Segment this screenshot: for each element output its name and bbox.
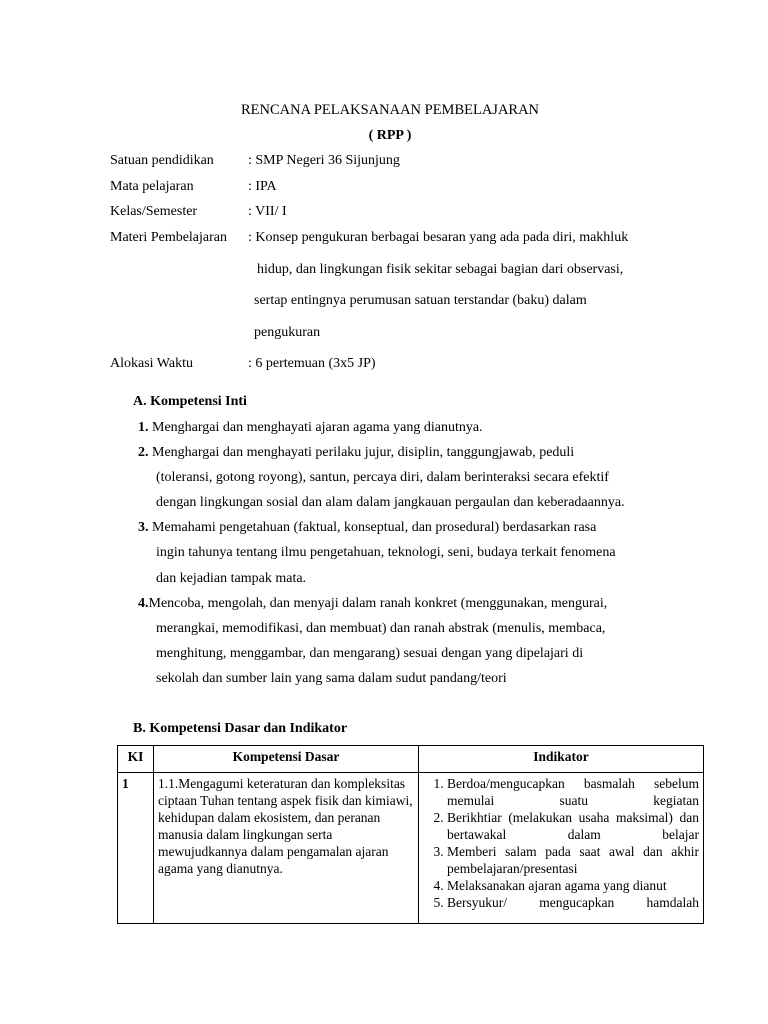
identity-label: Satuan pendidikan <box>110 153 214 168</box>
table-header-row <box>118 746 704 773</box>
identity-value: : IPA <box>248 179 277 194</box>
indikator-item: 5. Bersyukur/ mengucapkan hamdalah <box>447 894 699 911</box>
indikator-cell <box>419 773 704 924</box>
section-a-heading: A. Kompetensi Inti <box>133 394 247 409</box>
item-number: 3. <box>138 520 149 535</box>
item-text: dan kejadian tampak mata. <box>156 571 307 586</box>
list-item <box>138 420 483 436</box>
indikator-item: 3. Memberi salam pada saat awal dan akhir pembelajaran/presentasi <box>447 843 699 877</box>
materi-continuation: pengukuran <box>254 325 321 340</box>
kompetensi-dasar-cell: 1.1.Mengagumi keteraturan dan kompleksitas ciptaan Tuhan tentang aspek fisik dan kimiawi, kehidupan dalam ekosistem, dan peranan manusia dalam lingkungan serta mewujudkannya dalam pengamalan ajaran agama yang dianutnya. <box>154 773 419 924</box>
item-text: merangkai, memodifikasi, dan membuat) dan ranah abstrak (menulis, membaca, <box>156 621 606 636</box>
item-text: dengan lingkungan sosial dan alam dalam jangkauan pergaulan dan keberadaannya. <box>156 495 625 510</box>
item-text: Mencoba, mengolah, dan menyaji dalam ranah konkret (menggunakan, mengurai, <box>148 596 608 611</box>
indikator-item: 2. Berikhtiar (melakukan usaha maksimal) dan bertawakal dalam belajar <box>447 809 699 843</box>
identity-value: : SMP Negeri 36 Sijunjung <box>248 153 400 168</box>
identity-value: : Konsep pengukuran berbagai besaran yang ada pada diri, makhluk <box>248 230 629 245</box>
list-item <box>138 520 596 536</box>
document-subtitle: ( RPP ) <box>368 128 412 143</box>
list-item <box>138 596 607 612</box>
indikator-list <box>423 775 699 911</box>
table-header-ki: KI <box>118 746 154 773</box>
indikator-item: 4. Melaksanakan ajaran agama yang dianut <box>447 877 699 894</box>
item-number: 2. <box>138 445 149 460</box>
kompetensi-dasar-table <box>117 745 704 924</box>
indikator-item: 1. Berdoa/mengucapkan basmalah sebelum memulai suatu kegiatan <box>447 775 699 809</box>
document-title: RENCANA PELAKSANAAN PEMBELAJARAN <box>240 102 540 118</box>
identity-label: Kelas/Semester <box>110 204 198 219</box>
table-row <box>118 773 704 924</box>
item-text: ingin tahunya tentang ilmu pengetahuan, teknologi, seni, budaya terkait fenomena <box>156 545 616 560</box>
table-header-indikator: Indikator <box>419 746 704 773</box>
identity-value: : 6 pertemuan (3x5 JP) <box>248 356 376 371</box>
item-text: menghitung, menggambar, dan mengarang) sesuai dengan yang dipelajari di <box>156 646 584 661</box>
identity-value: : VII/ I <box>248 204 287 219</box>
ki-cell: 1 <box>118 773 154 924</box>
section-b-heading: B. Kompetensi Dasar dan Indikator <box>133 721 348 736</box>
item-number: 4. <box>138 596 149 611</box>
identity-label: Alokasi Waktu <box>110 356 193 371</box>
item-text: sekolah dan sumber lain yang sama dalam sudut pandang/teori <box>156 671 507 686</box>
table-header-kompetensi-dasar: Kompetensi Dasar <box>154 746 419 773</box>
materi-continuation: sertap entingnya perumusan satuan terstandar (baku) dalam <box>254 293 587 308</box>
materi-continuation: hidup, dan lingkungan fisik sekitar sebagai bagian dari observasi, <box>257 262 624 277</box>
list-item <box>138 445 574 461</box>
item-text: Menghargai dan menghayati perilaku jujur, disiplin, tanggungjawab, peduli <box>152 445 575 460</box>
item-text: (toleransi, gotong royong), santun, percaya diri, dalam berinteraksi secara efektif <box>156 470 609 485</box>
identity-label: Materi Pembelajaran <box>110 230 228 245</box>
identity-label: Mata pelajaran <box>110 179 194 194</box>
item-text: Menghargai dan menghayati ajaran agama yang dianutnya. <box>152 420 483 435</box>
item-text: Memahami pengetahuan (faktual, konseptual, dan prosedural) berdasarkan rasa <box>152 520 597 535</box>
item-number: 1. <box>138 420 149 435</box>
